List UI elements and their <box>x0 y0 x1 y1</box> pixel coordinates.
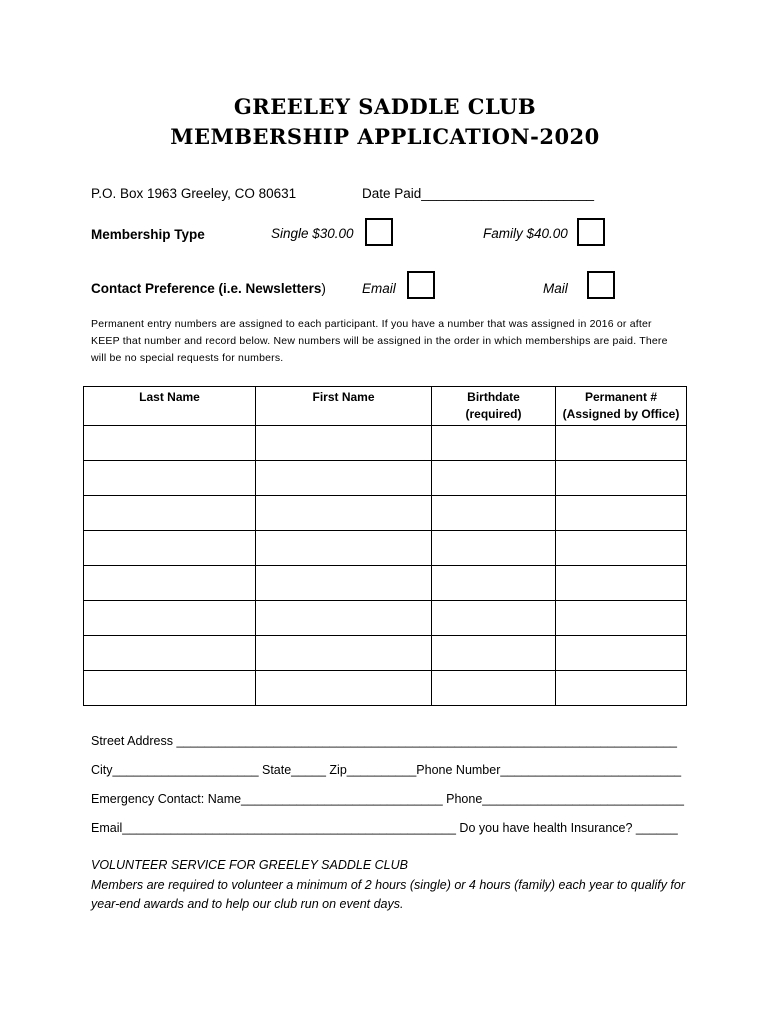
mail-option-label: Mail <box>543 281 568 296</box>
contact-preference-paren: ) <box>321 281 326 296</box>
table-row <box>84 496 687 531</box>
birthdate-cell[interactable] <box>432 461 556 496</box>
permanent-number-cell[interactable] <box>556 671 687 706</box>
first-name-cell[interactable] <box>256 636 432 671</box>
contact-preference-text: Contact Preference (i.e. Newsletters <box>91 281 322 296</box>
permanent-number-cell[interactable] <box>556 601 687 636</box>
street-address-field[interactable]: Street Address ________________________________________________________________________ <box>91 734 677 748</box>
birthdate-cell[interactable] <box>432 601 556 636</box>
volunteer-text: Members are required to volunteer a minimum of 2 hours (single) or 4 hours (family) each year to qualify for year-end awards and to help our club run on event days. <box>91 878 686 911</box>
table-header-row <box>84 387 687 426</box>
permanent-number-cell[interactable] <box>556 461 687 496</box>
table-row <box>84 566 687 601</box>
last-name-cell[interactable] <box>84 531 256 566</box>
last-name-cell[interactable] <box>84 566 256 601</box>
permanent-number-cell[interactable] <box>556 636 687 671</box>
first-name-cell[interactable] <box>256 461 432 496</box>
emergency-contact-field[interactable]: Emergency Contact: Name_____________________________ Phone_____________________________ <box>91 792 684 806</box>
first-name-cell[interactable] <box>256 531 432 566</box>
participant-table <box>83 386 687 706</box>
first-name-cell[interactable] <box>256 426 432 461</box>
last-name-cell[interactable] <box>84 461 256 496</box>
table-row <box>84 671 687 706</box>
date-paid-field[interactable]: Date Paid_______________________ <box>362 186 594 201</box>
single-checkbox[interactable] <box>365 218 393 246</box>
last-name-cell[interactable] <box>84 426 256 461</box>
mail-checkbox[interactable] <box>587 271 615 299</box>
header-birthdate-line1: Birthdate <box>467 390 520 404</box>
header-first-name: First Name <box>256 387 432 426</box>
permanent-number-note: Permanent entry numbers are assigned to each participant. If you have a number that was assigned in 2016 or after KEEP that number and record below. New numbers will be assigned in the order in which memberships are paid. There will be no special requests for numbers. <box>91 318 668 364</box>
birthdate-cell[interactable] <box>432 636 556 671</box>
header-permanent-line1: Permanent # <box>584 390 658 404</box>
table-row <box>84 461 687 496</box>
table-row <box>84 601 687 636</box>
permanent-number-cell[interactable] <box>556 531 687 566</box>
header-birthdate-line2: (required) <box>465 407 522 421</box>
birthdate-cell[interactable] <box>432 671 556 706</box>
city-state-zip-phone-field[interactable]: City_____________________ State_____ Zip__________Phone Number__________________________ <box>91 763 682 777</box>
birthdate-cell[interactable] <box>432 531 556 566</box>
form-title-line1: GREELEY SADDLE CLUB <box>233 94 537 119</box>
first-name-cell[interactable] <box>256 601 432 636</box>
first-name-cell[interactable] <box>256 566 432 601</box>
email-insurance-field[interactable]: Email________________________________________________ Do you have health Insurance? ______ <box>91 821 678 835</box>
table-row <box>84 426 687 461</box>
permanent-number-cell[interactable] <box>556 566 687 601</box>
contact-preference-label <box>91 281 326 296</box>
single-option-label: Single $30.00 <box>271 226 354 241</box>
last-name-cell[interactable] <box>84 496 256 531</box>
birthdate-cell[interactable] <box>432 566 556 601</box>
last-name-cell[interactable] <box>84 671 256 706</box>
family-option-label: Family $40.00 <box>483 226 568 241</box>
volunteer-heading: VOLUNTEER SERVICE FOR GREELEY SADDLE CLUB <box>91 858 408 872</box>
email-checkbox[interactable] <box>407 271 435 299</box>
table-row <box>84 636 687 671</box>
birthdate-cell[interactable] <box>432 426 556 461</box>
header-last-name: Last Name <box>84 387 256 426</box>
birthdate-cell[interactable] <box>432 496 556 531</box>
header-birthdate <box>432 387 556 426</box>
header-permanent <box>556 387 687 426</box>
first-name-cell[interactable] <box>256 496 432 531</box>
family-checkbox[interactable] <box>577 218 605 246</box>
email-option-label: Email <box>362 281 396 296</box>
membership-type-label: Membership Type <box>91 227 205 242</box>
form-title-line2: MEMBERSHIP APPLICATION-2020 <box>170 124 600 149</box>
club-address: P.O. Box 1963 Greeley, CO 80631 <box>91 186 297 201</box>
first-name-cell[interactable] <box>256 671 432 706</box>
last-name-cell[interactable] <box>84 636 256 671</box>
permanent-number-cell[interactable] <box>556 496 687 531</box>
last-name-cell[interactable] <box>84 601 256 636</box>
header-permanent-line2: (Assigned by Office) <box>562 407 680 421</box>
table-row <box>84 531 687 566</box>
permanent-number-cell[interactable] <box>556 426 687 461</box>
